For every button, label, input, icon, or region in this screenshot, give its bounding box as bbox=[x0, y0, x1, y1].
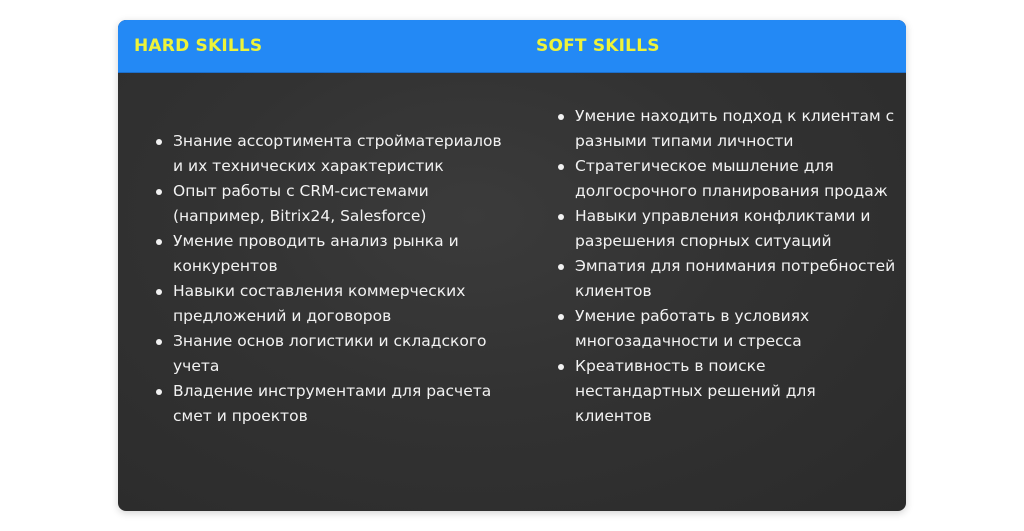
list-item-text: Эмпатия для понимания потребностей клиентов bbox=[575, 257, 896, 300]
list-item-text: Знание ассортимента стройматериалов и их технических характеристик bbox=[173, 132, 502, 175]
bullet-icon bbox=[558, 114, 564, 120]
list-item bbox=[556, 104, 896, 154]
list-item-text: Навыки управления конфликтами и разрешения спорных ситуаций bbox=[575, 207, 871, 250]
list-item-text: Владение инструментами для расчета смет и проектов bbox=[173, 382, 492, 425]
list-item bbox=[556, 304, 896, 354]
list-item bbox=[154, 129, 504, 179]
list-item-text: Навыки составления коммерческих предложений и договоров bbox=[173, 282, 466, 325]
list-item bbox=[556, 154, 896, 204]
bullet-icon bbox=[558, 164, 564, 170]
list-item-text: Умение находить подход к клиентам с разными типами личности bbox=[575, 107, 895, 150]
hard-skills-title: HARD SKILLS bbox=[134, 36, 263, 56]
bullet-icon bbox=[156, 289, 162, 295]
bullet-icon bbox=[156, 189, 162, 195]
list-item-text: Умение проводить анализ рынка и конкурентов bbox=[173, 232, 459, 275]
bullet-icon bbox=[558, 314, 564, 320]
soft-skills-list bbox=[556, 104, 896, 429]
list-item-text: Креативность в поиске нестандартных решений для клиентов bbox=[575, 357, 816, 425]
list-item bbox=[556, 354, 896, 429]
list-item-text: Опыт работы с CRM-системами (например, Bitrix24, Salesforce) bbox=[173, 182, 429, 225]
bullet-icon bbox=[558, 364, 564, 370]
soft-skills-title: SOFT SKILLS bbox=[536, 36, 660, 56]
list-item bbox=[154, 379, 504, 429]
list-item-text: Знание основ логистики и складского учета bbox=[173, 332, 487, 375]
list-item-text: Стратегическое мышление для долгосрочного планирования продаж bbox=[575, 157, 888, 200]
list-item bbox=[556, 204, 896, 254]
list-item bbox=[154, 279, 504, 329]
bullet-icon bbox=[558, 264, 564, 270]
bullet-icon bbox=[156, 339, 162, 345]
bullet-icon bbox=[558, 214, 564, 220]
list-item bbox=[154, 229, 504, 279]
list-item bbox=[154, 179, 504, 229]
bullet-icon bbox=[156, 389, 162, 395]
table-header bbox=[118, 20, 906, 73]
bullet-icon bbox=[156, 139, 162, 145]
skills-card bbox=[118, 20, 906, 511]
list-item-text: Умение работать в условиях многозадачности и стресса bbox=[575, 307, 810, 350]
list-item bbox=[556, 254, 896, 304]
hard-skills-list bbox=[154, 129, 504, 429]
bullet-icon bbox=[156, 239, 162, 245]
list-item bbox=[154, 329, 504, 379]
